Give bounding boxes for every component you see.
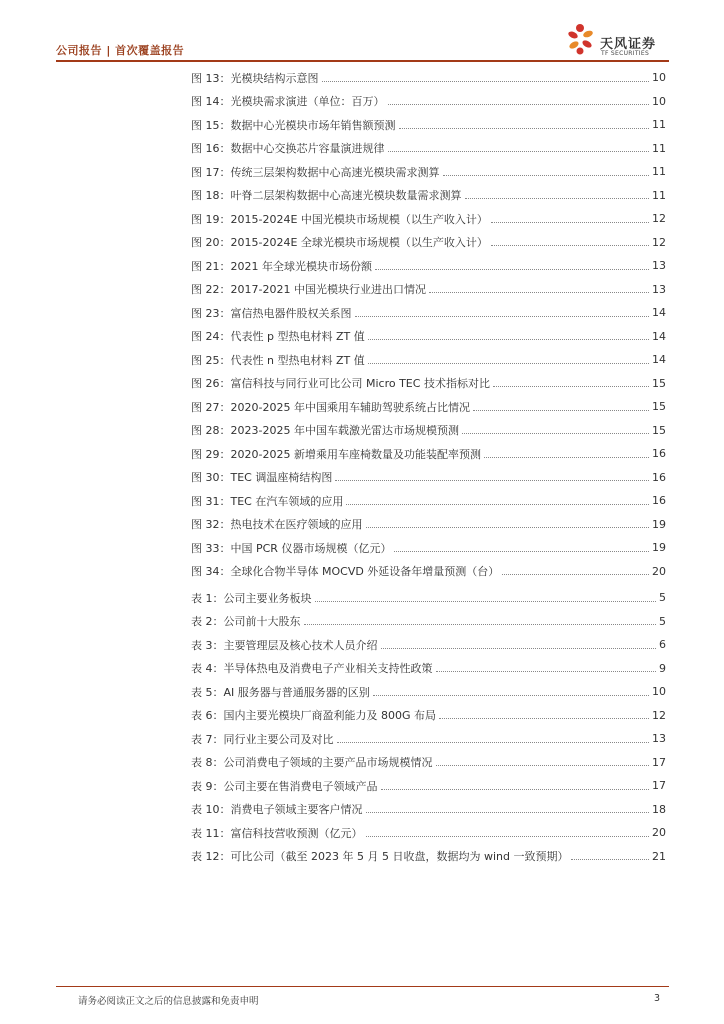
table-entry[interactable] bbox=[191, 845, 666, 869]
figure-entry[interactable] bbox=[191, 278, 666, 302]
dot-leader bbox=[366, 527, 650, 528]
dot-leader bbox=[375, 269, 649, 270]
figure-entry-page: 15 bbox=[652, 400, 666, 414]
dot-leader bbox=[462, 433, 649, 434]
figure-entry-page: 11 bbox=[652, 165, 666, 179]
figure-entry-title: 图 28：2023-2025 年中国车载激光雷达市场规模预测 bbox=[191, 424, 459, 438]
figure-entry-title: 图 22：2017-2021 中国光模块行业进出口情况 bbox=[191, 283, 426, 297]
table-entry-title: 表 1：公司主要业务板块 bbox=[191, 591, 312, 605]
table-entry[interactable] bbox=[191, 727, 666, 751]
figure-entry[interactable] bbox=[191, 160, 666, 184]
dot-leader bbox=[491, 222, 649, 223]
report-type-label: 公司报告 | 首次覆盖报告 bbox=[56, 44, 185, 57]
figure-entry-title: 图 14：光模块需求演进（单位：百万） bbox=[191, 95, 385, 109]
header-divider bbox=[56, 60, 669, 62]
dot-leader bbox=[381, 789, 650, 790]
figure-entry[interactable] bbox=[191, 254, 666, 278]
table-entry[interactable] bbox=[191, 680, 666, 704]
footer-divider bbox=[56, 986, 669, 987]
figure-entry-page: 14 bbox=[652, 353, 666, 367]
figure-entry[interactable] bbox=[191, 348, 666, 372]
company-logo bbox=[566, 22, 676, 58]
table-entry[interactable] bbox=[191, 633, 666, 657]
figure-list bbox=[191, 66, 666, 583]
dot-leader bbox=[381, 648, 657, 649]
figure-entry-page: 11 bbox=[652, 141, 666, 155]
dot-leader bbox=[399, 128, 650, 129]
figure-entry[interactable] bbox=[191, 536, 666, 560]
table-entry-title: 表 11：富信科技营收预测（亿元） bbox=[191, 826, 363, 840]
figure-entry-page: 11 bbox=[652, 188, 666, 202]
table-entry-page: 9 bbox=[659, 661, 666, 675]
dot-leader bbox=[366, 812, 650, 813]
figure-entry-page: 20 bbox=[652, 564, 666, 578]
dot-leader bbox=[366, 836, 650, 837]
figure-entry-page: 12 bbox=[652, 235, 666, 249]
dot-leader bbox=[373, 695, 649, 696]
dot-leader bbox=[394, 551, 649, 552]
table-entry[interactable] bbox=[191, 821, 666, 845]
figure-entry[interactable] bbox=[191, 560, 666, 584]
dot-leader bbox=[465, 198, 650, 199]
disclaimer-note: 请务必阅读正文之后的信息披露和免责申明 bbox=[78, 996, 259, 1007]
figure-entry-title: 图 18：叶脊二层架构数据中心高速光模块数量需求测算 bbox=[191, 189, 462, 203]
table-entry[interactable] bbox=[191, 751, 666, 775]
figure-entry[interactable] bbox=[191, 184, 666, 208]
figure-entry-title: 图 30：TEC 调温座椅结构图 bbox=[191, 471, 333, 485]
figure-entry-page: 15 bbox=[652, 376, 666, 390]
table-entry[interactable] bbox=[191, 657, 666, 681]
dot-leader bbox=[368, 339, 649, 340]
table-list bbox=[191, 586, 666, 868]
table-entry-title: 表 7：同行业主要公司及对比 bbox=[191, 732, 334, 746]
table-entry-title: 表 5：AI 服务器与普通服务器的区别 bbox=[191, 685, 370, 699]
table-entry-page: 21 bbox=[652, 849, 666, 863]
figure-entry-title: 图 34：全球化合物半导体 MOCVD 外延设备年增量预测（台） bbox=[191, 565, 500, 579]
dot-leader bbox=[304, 624, 657, 625]
figure-entry-page: 19 bbox=[652, 517, 666, 531]
table-entry[interactable] bbox=[191, 704, 666, 728]
figure-entry-page: 13 bbox=[652, 282, 666, 296]
dot-leader bbox=[571, 859, 649, 860]
table-entry-page: 5 bbox=[659, 591, 666, 605]
dot-leader bbox=[443, 175, 650, 176]
figure-entry[interactable] bbox=[191, 113, 666, 137]
dot-leader bbox=[388, 151, 650, 152]
logo-name-en: TF SECURITIES bbox=[601, 50, 650, 57]
table-entry-title: 表 2：公司前十大股东 bbox=[191, 615, 301, 629]
table-entry-page: 12 bbox=[652, 708, 666, 722]
figure-entry[interactable] bbox=[191, 90, 666, 114]
dot-leader bbox=[429, 292, 649, 293]
dot-leader bbox=[484, 457, 649, 458]
table-entry[interactable] bbox=[191, 798, 666, 822]
figure-entry-page: 10 bbox=[652, 94, 666, 108]
figure-entry[interactable] bbox=[191, 325, 666, 349]
figure-entry-page: 16 bbox=[652, 494, 666, 508]
dot-leader bbox=[388, 104, 650, 105]
table-entry-title: 表 4：半导体热电及消费电子产业相关支持性政策 bbox=[191, 662, 433, 676]
logo-flower-icon bbox=[566, 22, 600, 58]
table-entry-page: 5 bbox=[659, 614, 666, 628]
dot-leader bbox=[315, 601, 657, 602]
dot-leader bbox=[335, 480, 649, 481]
page-number: 3 bbox=[654, 993, 661, 1004]
figure-entry-title: 图 32：热电技术在医疗领域的应用 bbox=[191, 518, 363, 532]
figure-entry-page: 19 bbox=[652, 541, 666, 555]
figure-entry-page: 16 bbox=[652, 470, 666, 484]
dot-leader bbox=[322, 81, 650, 82]
figure-entry-page: 10 bbox=[652, 71, 666, 85]
dot-leader bbox=[337, 742, 650, 743]
figure-entry-title: 图 33：中国 PCR 仪器市场规模（亿元） bbox=[191, 541, 392, 555]
table-entry[interactable] bbox=[191, 774, 666, 798]
table-entry-page: 20 bbox=[652, 826, 666, 840]
table-entry-title: 表 6：国内主要光模块厂商盈利能力及 800G 布局 bbox=[191, 709, 437, 723]
table-entry-page: 6 bbox=[659, 638, 666, 652]
table-entry-page: 17 bbox=[652, 779, 666, 793]
table-entry[interactable] bbox=[191, 610, 666, 634]
figure-entry-title: 图 26：富信科技与同行业可比公司 Micro TEC 技术指标对比 bbox=[191, 377, 490, 391]
figure-entry[interactable] bbox=[191, 66, 666, 90]
figure-entry-title: 图 19：2015-2024E 中国光模块市场规模（以生产收入计） bbox=[191, 212, 488, 226]
dot-leader bbox=[493, 386, 649, 387]
figure-entry[interactable] bbox=[191, 419, 666, 443]
figure-entry-title: 图 31：TEC 在汽车领域的应用 bbox=[191, 494, 344, 508]
table-entry-title: 表 8：公司消费电子领域的主要产品市场规模情况 bbox=[191, 756, 433, 770]
table-entry-page: 10 bbox=[652, 685, 666, 699]
logo-name-cn: 天风证券 bbox=[600, 37, 657, 52]
figure-entry-title: 图 16：数据中心交换芯片容量演进规律 bbox=[191, 142, 385, 156]
dot-leader bbox=[436, 765, 650, 766]
figure-entry-page: 11 bbox=[652, 118, 666, 132]
table-entry-title: 表 12：可比公司（截至 2023 年 5 月 5 日收盘，数据均为 wind 一致预期） bbox=[191, 850, 569, 864]
figure-entry-title: 图 21：2021 年全球光模块市场份额 bbox=[191, 259, 372, 273]
dot-leader bbox=[436, 671, 657, 672]
figure-entry-title: 图 25：代表性 n 型热电材料 ZT 值 bbox=[191, 353, 365, 367]
figure-entry[interactable] bbox=[191, 137, 666, 161]
figure-entry-title: 图 24：代表性 p 型热电材料 ZT 值 bbox=[191, 330, 365, 344]
figure-entry[interactable] bbox=[191, 395, 666, 419]
figure-entry[interactable] bbox=[191, 301, 666, 325]
figure-entry-title: 图 15：数据中心光模块市场年销售额预测 bbox=[191, 118, 396, 132]
figure-entry-title: 图 20：2015-2024E 全球光模块市场规模（以生产收入计） bbox=[191, 236, 488, 250]
dot-leader bbox=[439, 718, 649, 719]
figure-entry[interactable] bbox=[191, 207, 666, 231]
figure-entry[interactable] bbox=[191, 372, 666, 396]
dot-leader bbox=[355, 316, 650, 317]
table-entry[interactable] bbox=[191, 586, 666, 610]
figure-entry-page: 16 bbox=[652, 447, 666, 461]
figure-entry-page: 15 bbox=[652, 423, 666, 437]
table-entry-page: 18 bbox=[652, 802, 666, 816]
dot-leader bbox=[368, 363, 649, 364]
figure-entry-title: 图 13：光模块结构示意图 bbox=[191, 71, 319, 85]
figure-entry[interactable] bbox=[191, 231, 666, 255]
figure-entry-page: 14 bbox=[652, 306, 666, 320]
figure-entry-title: 图 29：2020-2025 新增乘用车座椅数量及功能装配率预测 bbox=[191, 447, 481, 461]
table-entry-title: 表 3：主要管理层及核心技术人员介绍 bbox=[191, 638, 378, 652]
figure-entry-title: 图 17：传统三层架构数据中心高速光模块需求测算 bbox=[191, 165, 440, 179]
figure-entry[interactable] bbox=[191, 466, 666, 490]
figure-entry-title: 图 27：2020-2025 年中国乘用车辅助驾驶系统占比情况 bbox=[191, 400, 470, 414]
figure-entry[interactable] bbox=[191, 489, 666, 513]
table-entry-page: 17 bbox=[652, 755, 666, 769]
figure-entry[interactable] bbox=[191, 442, 666, 466]
figure-entry-page: 13 bbox=[652, 259, 666, 273]
dot-leader bbox=[491, 245, 649, 246]
figure-entry-title: 图 23：富信热电器件股权关系图 bbox=[191, 306, 352, 320]
figure-entry-page: 12 bbox=[652, 212, 666, 226]
table-entry-page: 13 bbox=[652, 732, 666, 746]
figure-entry-page: 14 bbox=[652, 329, 666, 343]
dot-leader bbox=[346, 504, 649, 505]
figure-entry[interactable] bbox=[191, 513, 666, 537]
dot-leader bbox=[473, 410, 649, 411]
table-entry-title: 表 10：消费电子领域主要客户情况 bbox=[191, 803, 363, 817]
dot-leader bbox=[502, 574, 649, 575]
table-entry-title: 表 9：公司主要在售消费电子领域产品 bbox=[191, 779, 378, 793]
